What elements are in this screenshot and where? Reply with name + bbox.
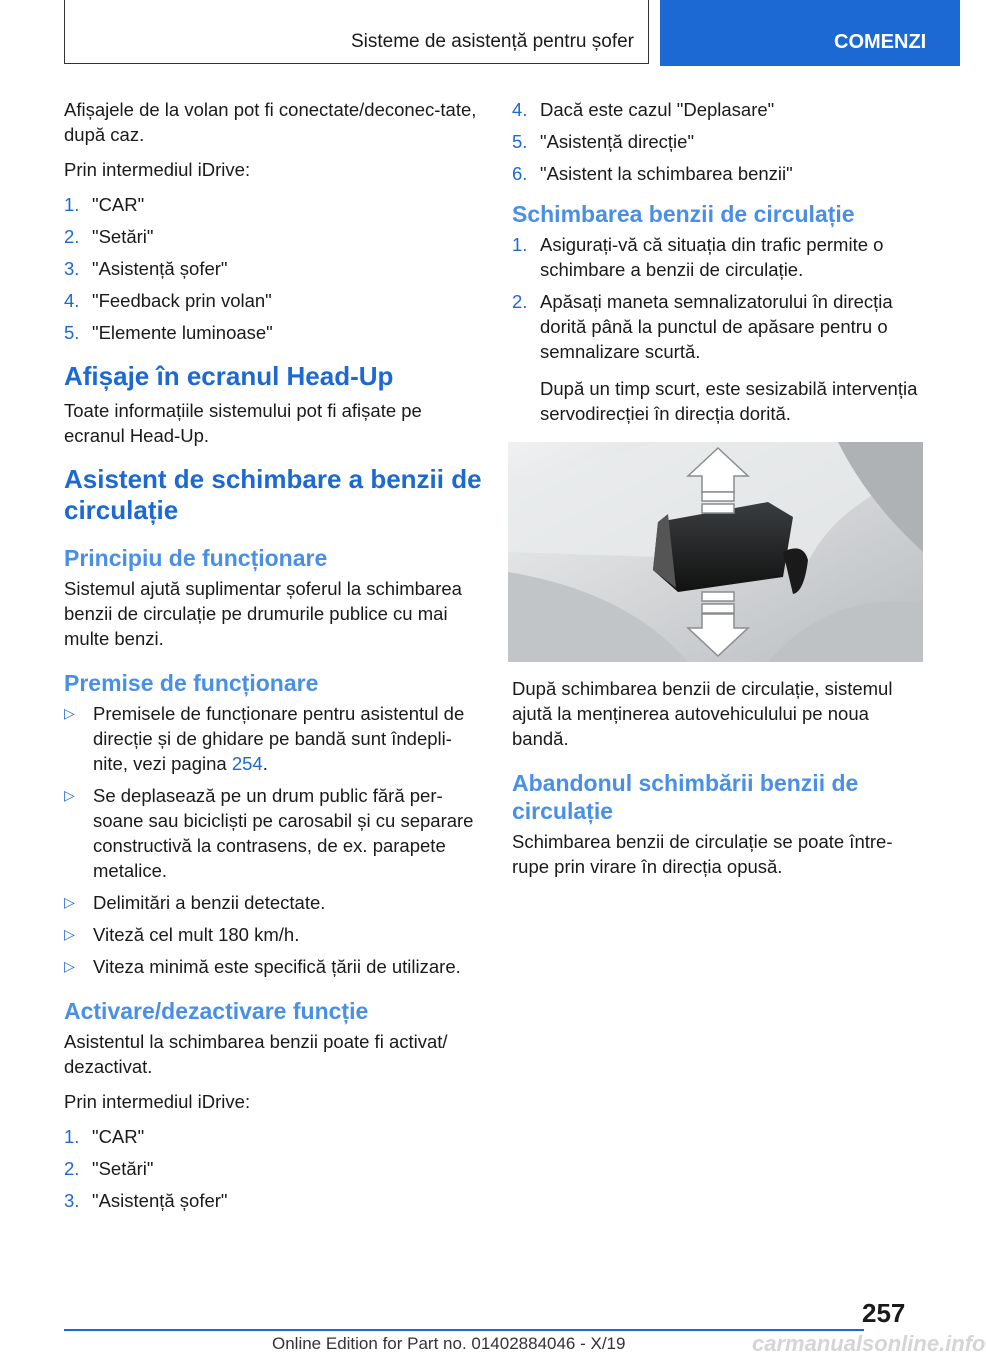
edition-text: Online Edition for Part no. 01402884046 - X/19 bbox=[272, 1334, 626, 1353]
list-item: 4. Dacă este cazul "Deplasare" bbox=[512, 99, 775, 120]
list-item: 4. "Feedback prin volan" bbox=[64, 290, 272, 311]
list-item: 2. "Setări" bbox=[64, 1158, 154, 1179]
turn-signal-lever-illustration bbox=[508, 442, 923, 662]
section-title: Sisteme de asistență pentru șofer bbox=[64, 0, 649, 64]
list-item: 2. "Setări" bbox=[64, 226, 154, 247]
intro-text: Afișajele de la volan pot fi conectate/deconec-tate, după caz. bbox=[64, 99, 477, 145]
list-item: 2. Apăsați maneta semnalizatorului în direcția dorită până la punctul de apăsare pentru o semnalizare scurtă. bbox=[512, 291, 893, 362]
list-item: 3. "Asistență șofer" bbox=[64, 258, 228, 279]
turn-signal-lever-figure bbox=[508, 442, 923, 662]
heading-lane-change: Schimbarea benzii de circulație bbox=[512, 201, 855, 227]
list-item: 5. "Elemente luminoase" bbox=[64, 322, 273, 343]
steps-list-2 bbox=[64, 1124, 484, 1213]
list-item: 6. "Asistent la schimbarea benzii" bbox=[512, 163, 793, 184]
list-item: 5. "Asistență direcție" bbox=[512, 131, 695, 152]
after-figure-text: După schimbarea benzii de circulație, sistemul ajută la menținerea autovehiculului pe noua bandă. bbox=[512, 678, 893, 749]
watermark: carmanualsonline.info bbox=[752, 1331, 986, 1356]
right-column bbox=[512, 97, 928, 889]
heading-principle: Principiu de funcționare bbox=[64, 545, 328, 571]
footer-divider bbox=[64, 1329, 864, 1331]
list-item: 1. "CAR" bbox=[64, 1126, 145, 1147]
list-item: ▷ Delimitări a benzii detectate. bbox=[64, 892, 326, 913]
steps-list-continued bbox=[512, 97, 928, 186]
left-column bbox=[64, 97, 484, 1225]
triangle-bullet-icon: ▷ bbox=[64, 958, 75, 974]
page-header bbox=[0, 0, 960, 66]
list-item: ▷ Premisele de funcționare pentru asistentul de direcție și de ghidare pe bandă sunt îndepli-nite, vezi pagina 254. bbox=[64, 703, 465, 774]
after-steps-text: După un timp scurt, este sesizabilă intervenția servodirecției în direcția dorită. bbox=[540, 378, 918, 424]
hud-text: Toate informațiile sistemului pot fi afișate pe ecranul Head-Up. bbox=[64, 400, 422, 446]
list-item: ▷ Viteza minimă este specifică țării de utilizare. bbox=[64, 956, 461, 977]
triangle-bullet-icon: ▷ bbox=[64, 894, 75, 910]
list-item: ▷ Se deplasează pe un drum public fără per-soane sau bicicliști pe carosabil și cu separare constructivă la contrasens, de ex. parapete metalice. bbox=[64, 785, 474, 881]
heading-activate: Activare/dezactivare funcție bbox=[64, 998, 369, 1024]
list-item: 1. "CAR" bbox=[64, 194, 145, 215]
triangle-bullet-icon: ▷ bbox=[64, 705, 75, 721]
abort-text: Schimbarea benzii de circulație se poate între-rupe prin virare în direcția opusă. bbox=[512, 831, 893, 877]
idrive-text: Prin intermediul iDrive: bbox=[64, 159, 251, 180]
heading-lane-change-assistant: Asistent de schimbare a benzii de circulație bbox=[64, 464, 482, 525]
steps-list-1 bbox=[64, 192, 484, 345]
page-number: 257 bbox=[862, 1298, 906, 1328]
lane-change-steps bbox=[512, 232, 928, 364]
triangle-bullet-icon: ▷ bbox=[64, 926, 75, 942]
page-link[interactable]: 254 bbox=[231, 753, 263, 774]
principle-text: Sistemul ajută suplimentar șoferul la schimbarea benzii de circulație pe drumurile publice cu mai multe benzi. bbox=[64, 578, 462, 649]
list-item: ▷ Viteză cel mult 180 km/h. bbox=[64, 924, 300, 945]
list-item: 1. Asigurați-vă că situația din trafic permite o schimbare a benzii de circulație. bbox=[512, 234, 884, 280]
premise-list bbox=[64, 701, 484, 979]
heading-hud: Afișaje în ecranul Head-Up bbox=[64, 361, 394, 391]
list-item: 3. "Asistență șofer" bbox=[64, 1190, 228, 1211]
idrive-text-2: Prin intermediul iDrive: bbox=[64, 1091, 251, 1112]
heading-abort: Abandonul schimbării benzii de circulație bbox=[512, 770, 859, 824]
chapter-tab[interactable]: COMENZI bbox=[660, 0, 960, 66]
activate-text: Asistentul la schimbarea benzii poate fi activat/ dezactivat. bbox=[64, 1031, 448, 1077]
triangle-bullet-icon: ▷ bbox=[64, 787, 75, 803]
heading-premise: Premise de funcționare bbox=[64, 670, 319, 696]
